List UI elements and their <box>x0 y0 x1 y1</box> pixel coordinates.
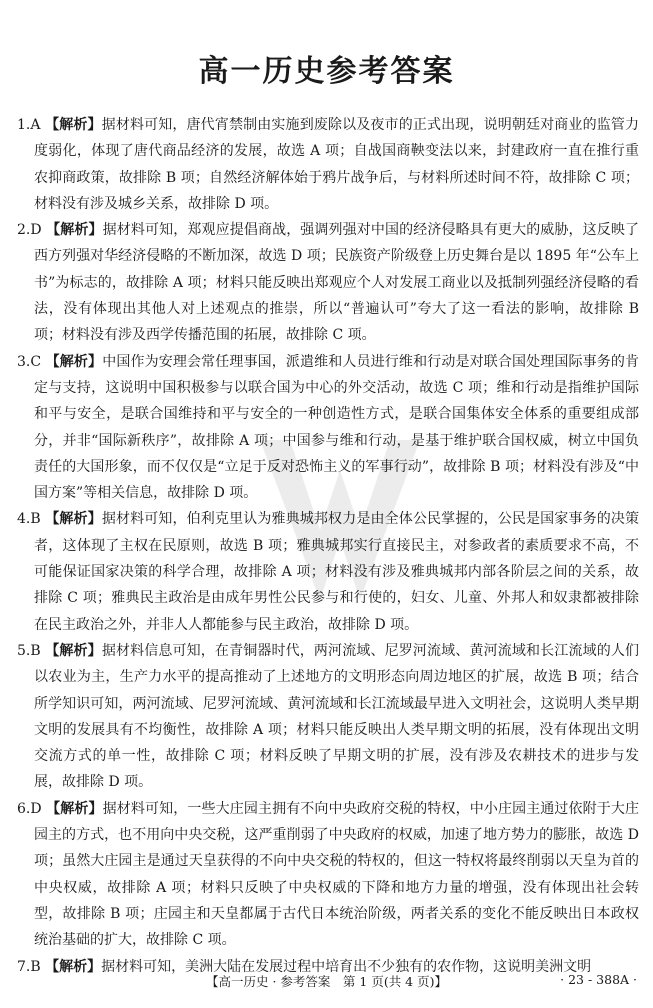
analysis-tag: 【解析】 <box>46 800 103 817</box>
analysis-text: 据材料可知，唐代宵禁制由实施到废除以及夜市的正式出现，说明朝廷对商业的监管力度弱化，体现了唐代商品经济的发展，故选 A 项；自战国商鞅变法以来，封建政府一直在推行重农抑商政策，故排除 B 项；自然经济解体始于鸦片战争后，与材料所述时间不符，故排除 C 项；材料没有涉及城乡关系，故排除 D 项。 <box>34 117 640 212</box>
answer-letter: B <box>30 642 41 659</box>
analysis-tag: 【解析】 <box>45 117 102 133</box>
answer-letter: A <box>30 117 41 133</box>
answer-item-6 <box>17 796 639 954</box>
question-number: 5. <box>17 642 31 659</box>
footer-doc-code: · 23 - 388A · <box>560 972 637 987</box>
answer-item-4 <box>17 506 639 637</box>
answer-item-2 <box>17 217 639 348</box>
analysis-text: 据材料可知，一些大庄园主拥有不向中央政府交税的特权，中小庄园主通过依附于大庄园主的方式，也不用向中央交税，这严重削弱了中央政府的权威，加速了地方势力的膨胀，故选 D 项；虽然大庄园主是通过天皇获得的不向中央交税的特权的，但这一特权将最终削弱以天皇为首的中央权威，故排除 A 项；材料只反映了中央权威的下降和地方力量的增强，没有体现出社会转型，故排除 B 项；庄园主和天皇都属于古代日本统治阶级，两者关系的变化不能反映出日本政权统治基础的扩大，故排除 C 项。 <box>34 800 640 949</box>
page-title: 高一历史参考答案 <box>198 54 455 89</box>
analysis-tag: 【解析】 <box>45 353 103 370</box>
analysis-text: 据材料可知，伯利克里认为雅典城邦权力是由全体公民掌握的，公民是国家事务的决策者，这体现了主权在民原则，故选 B 项；雅典城邦实行直接民主，对参政者的素质要求不高，不可能保证国家决策的科学合理，故排除 A 项；材料没有涉及雅典城邦内部各阶层之间的关系，故排除 C 项；雅典民主政治是由成年男性公民参与和行使的，妇女、儿童、外邦人和奴隶都被排除在民主政治之外，并非人人都能参与民主政治，故排除 D 项。 <box>34 511 639 633</box>
question-number: 6. <box>17 800 31 817</box>
answer-letter: D <box>30 222 42 239</box>
question-number: 1. <box>17 117 31 133</box>
answer-letter: B <box>30 958 41 975</box>
answer-letter: D <box>30 800 42 817</box>
analysis-text: 据材料可知，美洲大陆在发展过程中培育出不少独有的农作物，这说明美洲文明 <box>101 958 592 975</box>
analysis-text: 据材料可知，郑观应提倡商战，强调列强对中国的经济侵略具有更大的威胁，这反映了西方列强对华经济侵略的不断加深，故选 D 项；民族资产阶级登上历史舞台是以 1895 年“公车上书”为标志的，故排除 A 项；材料只能反映出郑观应个人对发展工商业以及抵制列强经济侵略的看法，没有体现出其他人对上述观点的推崇，所以“普遍认可”夸大了这一看法的影响，故排除 B 项；材料没有涉及西学传播范围的拓展，故排除 C 项。 <box>34 222 640 344</box>
analysis-tag: 【解析】 <box>46 222 103 239</box>
analysis-text: 中国作为安理会常任理事国，派遣维和人员进行维和行动是对联合国处理国际事务的肯定与支持，这说明中国积极参与以联合国为中心的外交活动，故选 C 项；维和行动是指维护国际和平与安全，是联合国维持和平与安全的一种创造性方式，是联合国集体安全体系的重要组成部分，并非“国际新秩序”，故排除 A 项；中国参与维和行动，是基于维护联合国权威，树立中国负责任的大国形象，而不仅仅是“立足于反对恐怖主义的军事行动”，故排除 B 项；材料没有涉及“中国方案”等相关信息，故排除 D 项。 <box>34 353 640 502</box>
answer-list <box>17 112 639 980</box>
analysis-text: 据材料信息可知，在青铜器时代，两河流域、尼罗河流域、黄河流域和长江流域的人们以农业为主，生产力水平的提高推动了上述地方的文明形态向周边地区的扩展，故选 B 项；结合所学知识可知，两河流域、尼罗河流域、黄河流域和长江流域最早进入文明社会，这说明人类早期文明的发展具有不均衡性，故排除 A 项；材料只能反映出人类早期文明的拓展，没有体现出文明交流方式的单一性，故排除 C 项；材料反映了早期文明的扩展，没有涉及农耕技术的进步与发展，故排除 D 项。 <box>34 642 639 791</box>
analysis-tag: 【解析】 <box>45 511 102 528</box>
question-number: 3. <box>17 353 31 370</box>
analysis-tag: 【解析】 <box>45 958 102 975</box>
answer-item-5 <box>17 638 639 796</box>
question-number: 4. <box>17 511 31 528</box>
footer-page-info: 【高一历史 · 参考答案 第 1 页(共 4 页)】 <box>206 974 447 989</box>
analysis-tag: 【解析】 <box>45 642 102 659</box>
question-number: 7. <box>17 958 31 975</box>
answer-item-1 <box>17 112 639 217</box>
answer-letter: B <box>30 511 41 528</box>
question-number: 2. <box>17 222 31 239</box>
answer-letter: C <box>30 353 42 370</box>
answer-item-3 <box>17 349 639 507</box>
